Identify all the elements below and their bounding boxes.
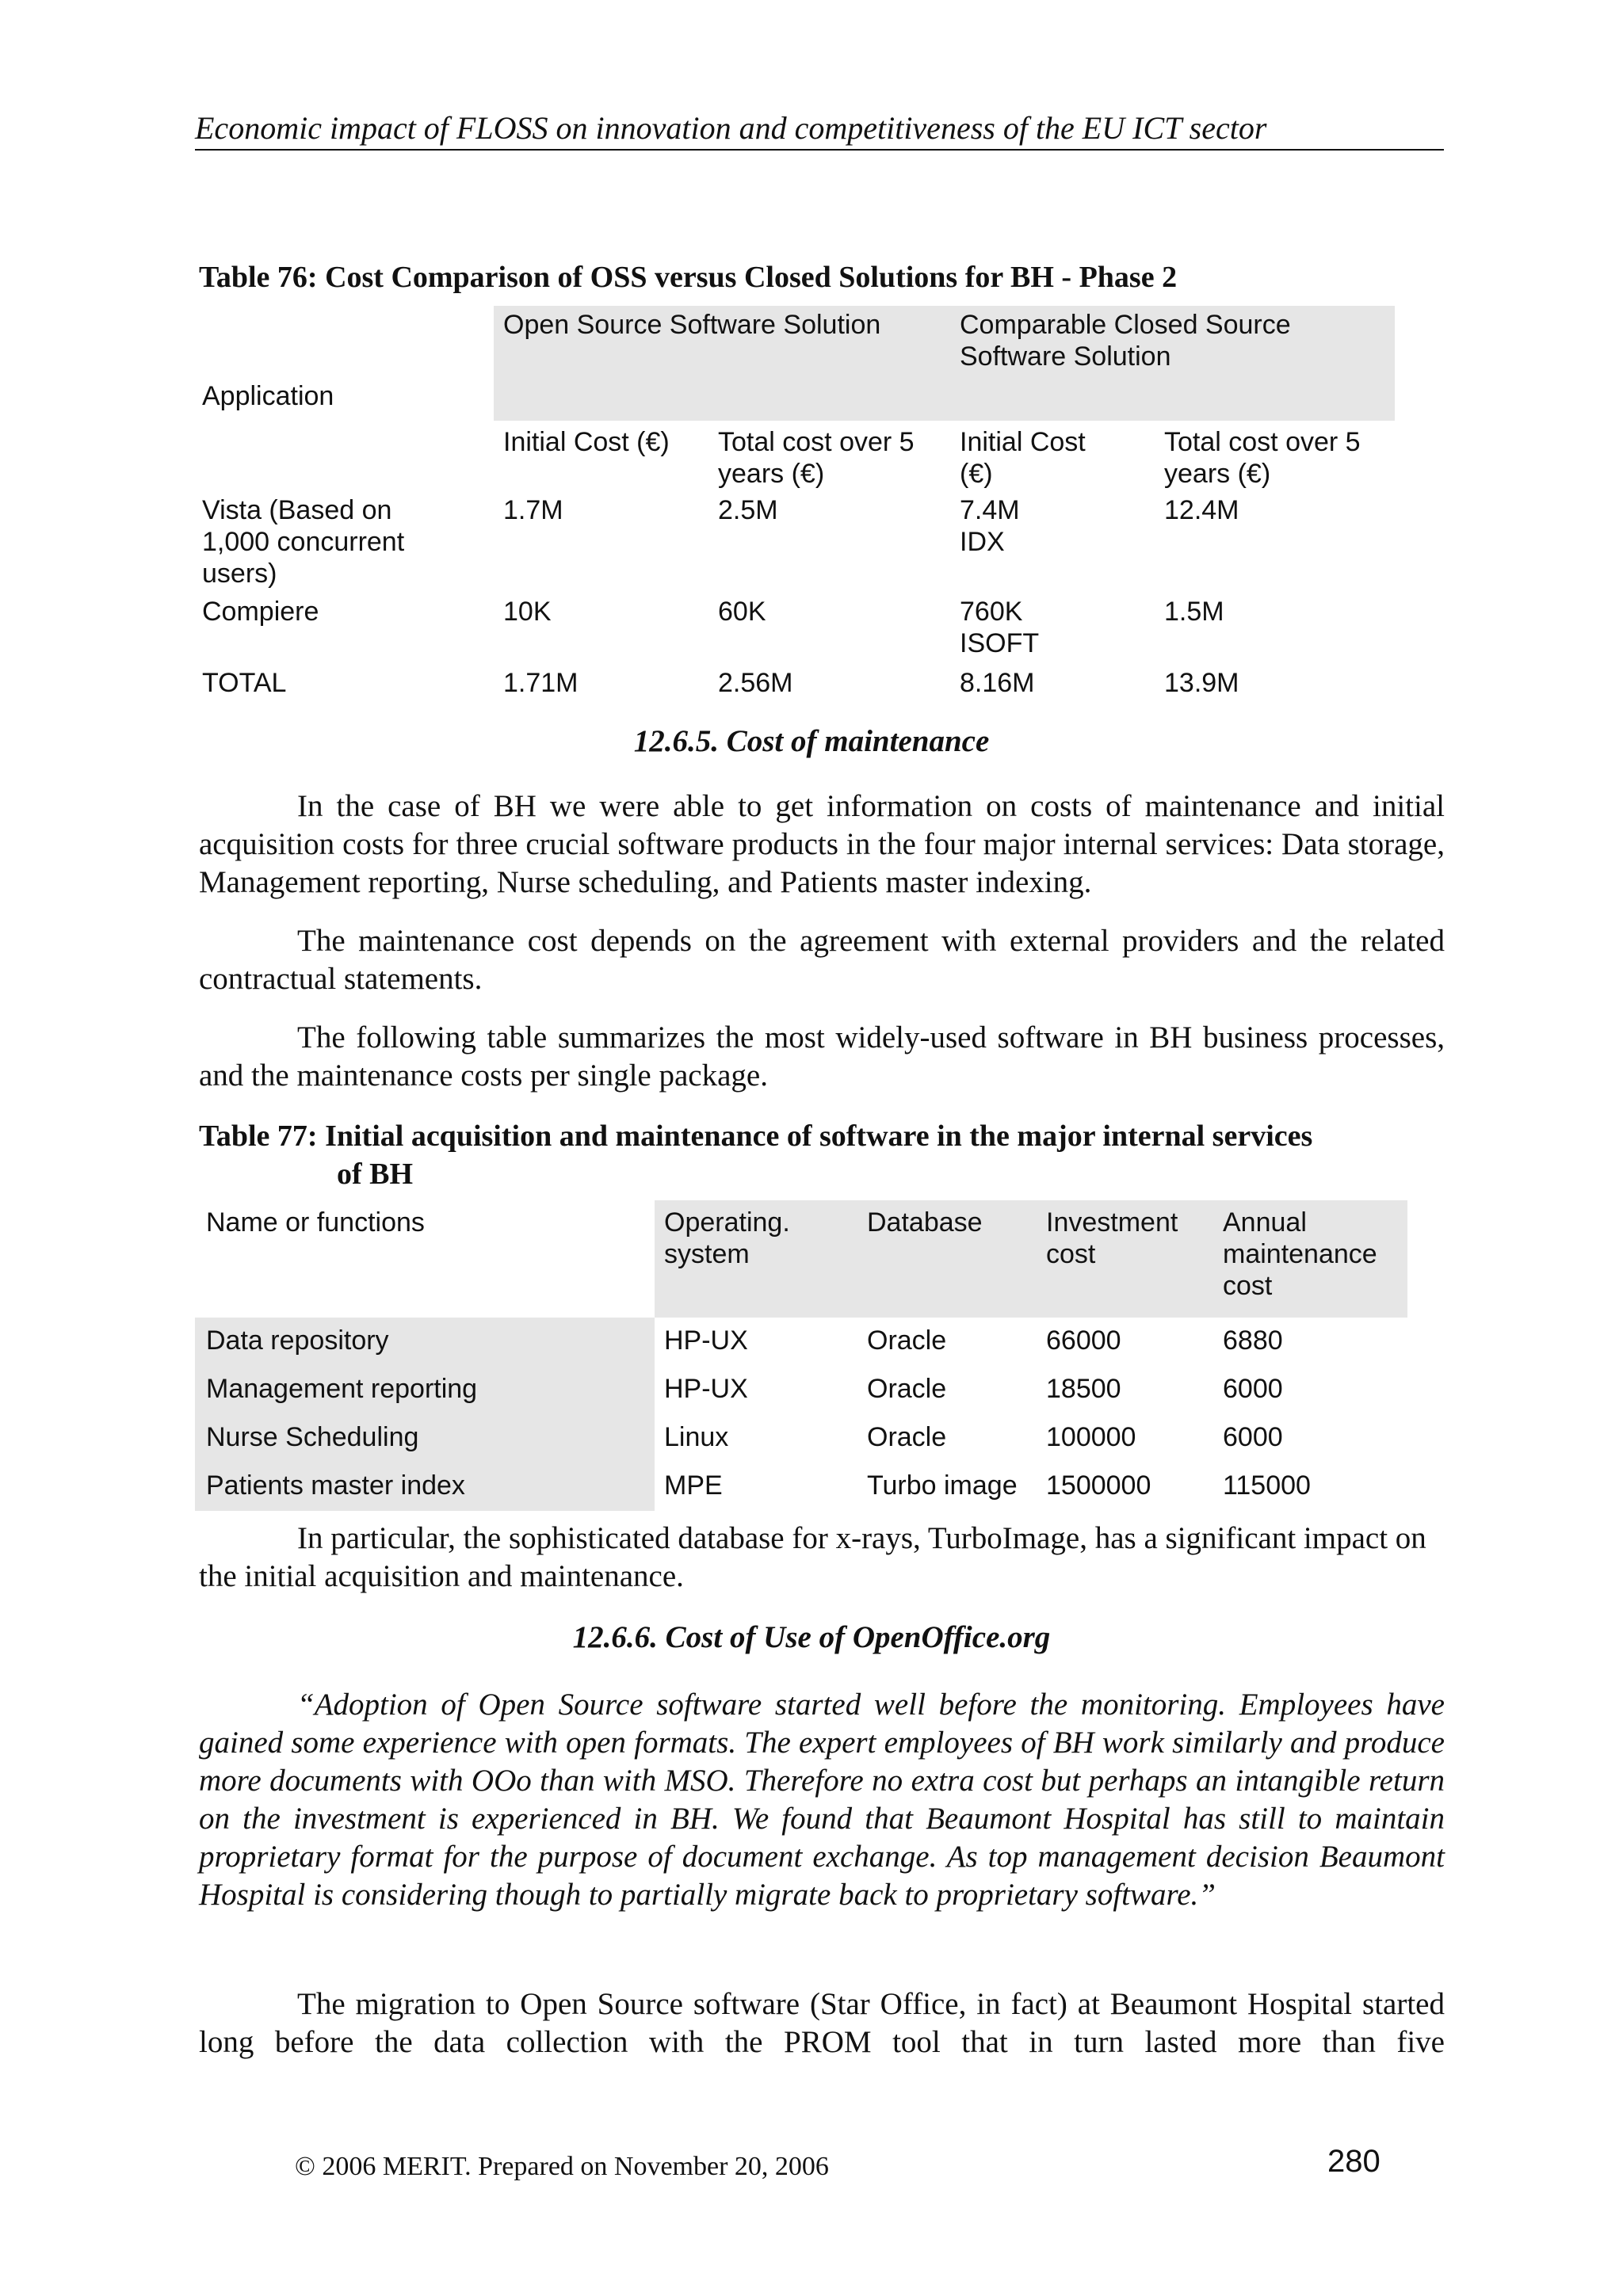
table-77-cell: MPE [664,1470,723,1501]
paragraph [199,1019,1445,1095]
paragraph-text: In the case of BH we were able to get information on costs of maintenance and initial acquisition costs for three crucial software products in the four major internal services: Data storage, Management reporting, Nurse scheduling, and Patients master indexing. [199,789,1445,899]
paragraph [199,788,1445,902]
table-76-cell: 760K ISOFT [960,597,1040,658]
table-76-cell-app: TOTAL [202,668,287,698]
table-77 [195,1200,1407,1511]
quote-paragraph [199,1686,1445,1914]
page-number: 280 [1327,2144,1381,2179]
table-76-cell: 13.9M [1164,668,1239,698]
paragraph-text: The migration to Open Source software (Star Office, in fact) at Beaumont Hospital started long before the data collection with the PROM tool that in turn lasted more than five [199,1987,1445,2059]
table-77-cell: HP-UX [664,1325,748,1356]
table-76 [199,306,1403,710]
table-77-cell: 1500000 [1046,1470,1151,1501]
table-77-cell: 100000 [1046,1422,1136,1452]
table-76-cell: 2.5M [718,495,778,525]
table-77-cell: 115000 [1223,1470,1311,1501]
table-76-cell: 1.7M [503,495,563,525]
quote-text: “Adoption of Open Source software started well before the monitoring. Employees have gained some experience with open formats. The expert employees of BH work similarly and produce more documents with OOo than with MSO. Therefore no extra cost but perhaps an intangible return on the investment is experienced in BH. We found that Beaumont Hospital has still to maintain proprietary format for the purpose of document exchange. As top management decision Beaumont Hospital is considering though to partially migrate back to proprietary software.” [199,1688,1445,1912]
table-77-cell: 6880 [1223,1325,1283,1356]
table-77-header: Operating. system [664,1207,790,1269]
table-77-cell: Turbo image [867,1470,1018,1501]
table-76-subheader: Total cost over 5 years (€) [1164,427,1361,489]
table-77-cell: 66000 [1046,1325,1121,1356]
paragraph [199,922,1445,998]
footer-copyright: © 2006 MERIT. Prepared on November 20, 2006 [295,2152,829,2181]
table-77-cell-name: Nurse Scheduling [206,1422,419,1452]
table-76-subheader: Initial Cost (€) [503,427,670,457]
paragraph [199,1985,1445,2061]
table-76-cell: 8.16M [960,668,1035,698]
section-heading: 12.6.6. Cost of Use of OpenOffice.org [572,1620,1051,1654]
section-heading: 12.6.5. Cost of maintenance [633,724,990,758]
table-77-cell: 18500 [1046,1374,1121,1404]
header-rule [195,149,1444,151]
table-77-header: Name or functions [206,1207,425,1238]
table-77-cell: 6000 [1223,1422,1283,1452]
table-76-cell: 60K [718,597,766,627]
table-77-cell: HP-UX [664,1374,748,1404]
table-76-application-label: Application [202,381,334,411]
table-77-cell: Oracle [867,1325,947,1356]
running-header: Economic impact of FLOSS on innovation and competitiveness of the EU ICT sector [195,110,1267,146]
table-76-cell: 10K [503,597,552,627]
table-77-caption-cont: of BH [337,1158,414,1191]
table-76-cell: 2.56M [718,668,793,698]
table-77-caption: Table 77: Initial acquisition and maintenance of software in the major internal services [199,1119,1313,1153]
table-77-cell: 6000 [1223,1374,1283,1404]
table-77-cell-name: Patients master index [206,1470,465,1501]
table-77-cell: Oracle [867,1422,947,1452]
table-77-cell-name: Data repository [206,1325,389,1356]
table-76-group-open: Open Source Software Solution [503,310,881,340]
paragraph [199,1520,1445,1596]
paragraph-text: The maintenance cost depends on the agreement with external providers and the related contractual statements. [199,924,1445,996]
table-76-cell-app: Vista (Based on 1,000 concurrent users) [202,495,405,589]
table-77-header: Annual maintenance cost [1223,1207,1377,1301]
table-76-cell: 7.4M IDX [960,495,1020,557]
table-76-cell-app: Compiere [202,597,319,627]
paragraph-text: In particular, the sophisticated database for x-rays, TurboImage, has a significant impact on the initial acquisition and maintenance. [199,1521,1426,1593]
table-77-header: Database [867,1207,983,1238]
table-76-cell: 1.5M [1164,597,1224,627]
table-76-subheader: Initial Cost (€) [960,427,1086,489]
table-77-cell: Oracle [867,1374,947,1404]
table-76-group-closed: Comparable Closed Source Software Solution [960,310,1291,372]
paragraph-text: The following table summarizes the most widely-used software in BH business processes, and the maintenance costs per single package. [199,1020,1445,1093]
table-76-caption: Table 76: Cost Comparison of OSS versus Closed Solutions for BH - Phase 2 [199,261,1178,294]
table-77-cell-name: Management reporting [206,1374,478,1404]
table-77-header: Investment cost [1046,1207,1178,1269]
table-76-cell: 12.4M [1164,495,1239,525]
table-76-cell: 1.71M [503,668,579,698]
table-76-subheader: Total cost over 5 years (€) [718,427,915,489]
table-77-cell: Linux [664,1422,729,1452]
